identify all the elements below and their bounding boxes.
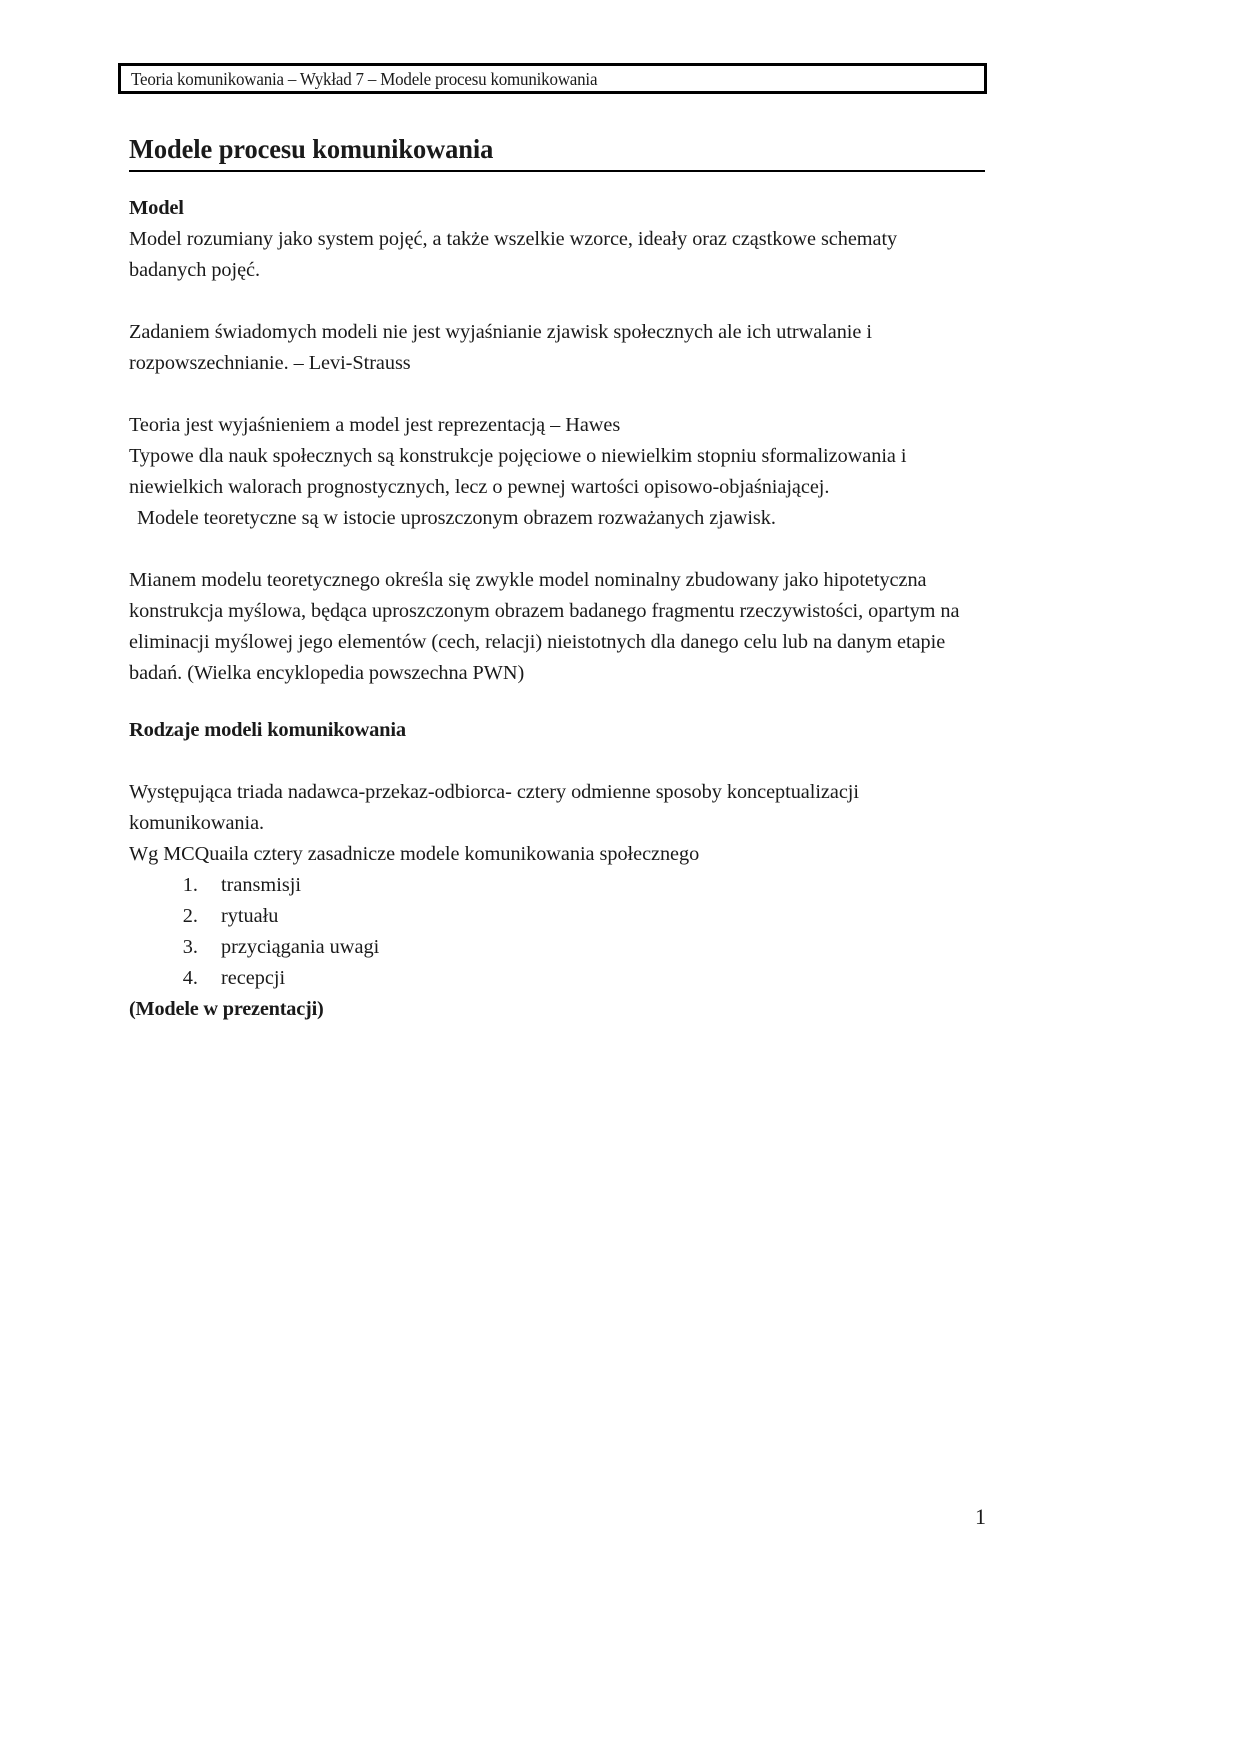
page-title: Modele procesu komunikowania	[129, 134, 494, 164]
page-number: 1	[975, 1504, 986, 1529]
paragraph-triada: Występująca triada nadawca-przekaz-odbiorca- cztery odmienne sposoby konceptualizacji komunikowania.	[129, 781, 859, 834]
paragraph-spacer	[129, 379, 969, 410]
running-head-box	[118, 63, 987, 94]
heading-model: Model	[129, 197, 184, 219]
paragraph-hawes: Teoria jest wyjaśnieniem a model jest reprezentacją – Hawes	[129, 414, 621, 436]
running-head-text: Teoria komunikowania – Wykład 7 – Modele procesu komunikowania	[131, 69, 598, 89]
paragraph-model-definition: Model rozumiany jako system pojęć, a także wszelkie wzorce, ideały oraz cząstkowe schematy badanych pojęć.	[129, 228, 898, 281]
list-item: 1. transmisji	[203, 870, 969, 901]
list-item: 4. recepcji	[203, 963, 969, 994]
paragraph-mianem: Mianem modelu teoretycznego określa się zwykle model nominalny zbudowany jako hipotetyczna konstrukcja myślowa, będąca uproszczonym obrazem badanego fragmentu rzeczywistości, opartym na eliminacji myślowej jego elementów (cech, relacji) nieistotnych dla danego celu lub na danym etapie badań. (Wielka encyklopedia powszechna PWN)	[129, 569, 960, 684]
paragraph-typowe: Typowe dla nauk społecznych są konstrukcje pojęciowe o niewielkim stopniu sformalizowania i niewielkich walorach prognostycznych, lecz o pewnej wartości opisowo-objaśniającej.	[129, 445, 907, 498]
paragraph-spacer	[129, 534, 969, 565]
paragraph-mcquail-intro: Wg MCQuaila cztery zasadnicze modele komunikowania społecznego	[129, 843, 700, 865]
mcquail-models-list	[129, 870, 969, 994]
paragraph-closing-note: (Modele w prezentacji)	[129, 998, 324, 1020]
paragraph-modele-teoretyczne: Modele teoretyczne są w istocie uproszczonym obrazem rozważanych zjawisk.	[137, 507, 776, 529]
list-item: 2. rytuału	[203, 901, 969, 932]
paragraph-spacer	[129, 746, 969, 777]
paragraph-levi-strauss: Zadaniem świadomych modeli nie jest wyjaśnianie zjawisk społecznych ale ich utrwalanie i rozpowszechnianie. – Levi-Strauss	[129, 321, 872, 374]
paragraph-spacer	[129, 689, 969, 715]
paragraph-spacer	[129, 286, 969, 317]
heading-rodzaje-modeli: Rodzaje modeli komunikowania	[129, 719, 406, 741]
list-item: 3. przyciągania uwagi	[203, 932, 969, 963]
title-divider	[129, 170, 985, 172]
document-body	[129, 193, 969, 1025]
